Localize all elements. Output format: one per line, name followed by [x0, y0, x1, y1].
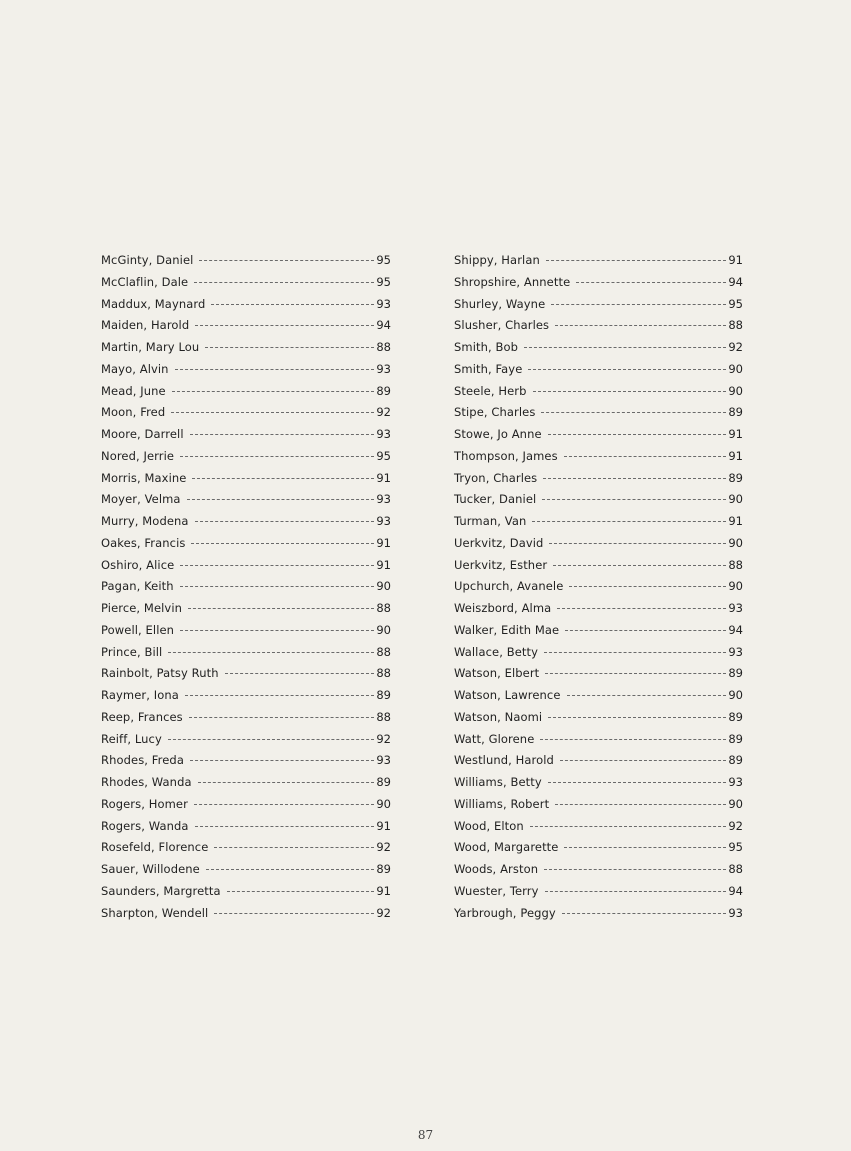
entry-name: Martin, Mary Lou [101, 340, 200, 354]
dotted-leader [544, 652, 726, 653]
page-number: 87 [417, 1128, 434, 1142]
entry-score: 93 [376, 296, 391, 311]
roster-entry [454, 750, 743, 772]
dotted-leader [532, 521, 726, 522]
dotted-leader [195, 826, 375, 827]
entry-name: Thompson, James [454, 448, 558, 463]
roster-entry [101, 642, 391, 664]
roster-entry [101, 511, 391, 533]
dotted-leader [551, 304, 726, 305]
roster-entry [454, 337, 743, 359]
dotted-leader [524, 347, 726, 348]
roster-entry [454, 424, 743, 446]
roster-entry [454, 816, 743, 838]
roster-entry [101, 337, 391, 359]
dotted-leader [576, 282, 726, 283]
entry-name: Slusher, Charles [454, 318, 550, 333]
dotted-leader [557, 608, 726, 609]
dotted-leader [542, 499, 726, 500]
entry-score: 88 [728, 557, 743, 572]
entry-name: Watson, Lawrence [454, 688, 561, 702]
entry-score: 89 [728, 709, 743, 724]
entry-name: Rogers, Wanda [101, 818, 189, 833]
entry-name: Moyer, Velma [101, 492, 181, 507]
roster-entry [454, 707, 743, 729]
dotted-leader [206, 869, 375, 870]
entry-name: Smith, Bob [454, 340, 519, 354]
entry-name: Tryon, Charles [454, 470, 538, 485]
roster-entry [454, 903, 743, 925]
roster-entry [454, 642, 743, 664]
entry-name: Turman, Van [454, 514, 527, 528]
entry-name: Oshiro, Alice [101, 557, 175, 572]
dotted-leader [548, 782, 727, 783]
roster-entry [101, 533, 391, 555]
dotted-leader [545, 673, 726, 674]
entry-name: Moore, Darrell [101, 427, 184, 441]
entry-score: 95 [728, 840, 743, 855]
dotted-leader [191, 543, 374, 544]
entry-name: Uerkvitz, Esther [454, 557, 548, 572]
dotted-leader [227, 891, 375, 892]
dotted-leader [549, 543, 726, 544]
entry-score: 91 [728, 514, 743, 528]
entry-name: Steele, Herb [454, 383, 527, 398]
entry-name: Raymer, Iona [101, 688, 179, 702]
roster-entry [454, 881, 743, 903]
roster-entry [101, 772, 391, 794]
entry-name: Moon, Fred [101, 405, 166, 420]
roster-entry [101, 381, 391, 403]
entry-name: Rosefeld, Florence [101, 840, 209, 855]
roster-entry [101, 489, 391, 511]
entry-name: Woods, Arston [454, 862, 539, 876]
entry-name: Wood, Elton [454, 818, 524, 833]
entry-score: 89 [376, 383, 391, 398]
dotted-leader [190, 760, 374, 761]
entry-name: Watt, Glorene [454, 731, 535, 746]
entry-name: Smith, Faye [454, 361, 523, 376]
dotted-leader [214, 847, 374, 848]
entry-score: 91 [376, 535, 391, 550]
entry-name: Shurley, Wayne [454, 296, 546, 311]
entry-score: 95 [376, 448, 391, 463]
entry-score: 93 [376, 427, 391, 441]
roster-entry [101, 859, 391, 881]
dotted-leader [548, 717, 726, 718]
dotted-leader [192, 478, 374, 479]
roster-entry [101, 881, 391, 903]
dotted-leader [175, 369, 375, 370]
dotted-leader [530, 826, 727, 827]
dotted-leader [564, 847, 726, 848]
roster-entry [454, 598, 743, 620]
roster-entry [101, 598, 391, 620]
entry-score: 93 [728, 905, 743, 920]
entry-score: 89 [376, 862, 391, 876]
entry-score: 92 [376, 840, 391, 855]
entry-score: 89 [728, 666, 743, 681]
entry-name: Wood, Margarette [454, 840, 559, 855]
roster-entry [101, 315, 391, 337]
roster-entry [454, 729, 743, 751]
dotted-leader [562, 913, 727, 914]
entry-score: 89 [376, 688, 391, 702]
entry-score: 90 [728, 361, 743, 376]
dotted-leader [543, 478, 726, 479]
dotted-leader [187, 499, 375, 500]
entry-name: Williams, Betty [454, 775, 542, 789]
entry-name: Pagan, Keith [101, 579, 174, 594]
entry-name: Maddux, Maynard [101, 296, 206, 311]
entry-score: 93 [728, 644, 743, 659]
entry-name: Oakes, Francis [101, 535, 186, 550]
entry-score: 88 [728, 318, 743, 333]
entry-score: 88 [728, 862, 743, 876]
entry-name: Maiden, Harold [101, 318, 190, 333]
roster-entry [454, 555, 743, 577]
entry-name: Westlund, Harold [454, 753, 554, 768]
dotted-leader [564, 456, 727, 457]
dotted-leader [189, 717, 375, 718]
roster-entry [454, 533, 743, 555]
roster-entry [454, 620, 743, 642]
dotted-leader [211, 304, 374, 305]
entry-name: Shropshire, Annette [454, 274, 571, 289]
dotted-leader [168, 652, 374, 653]
entry-score: 93 [376, 753, 391, 768]
roster-entry [101, 620, 391, 642]
roster-entry [101, 446, 391, 468]
entry-score: 94 [728, 274, 743, 289]
entry-name: Walker, Edith Mae [454, 622, 560, 637]
entry-score: 91 [728, 253, 743, 267]
entry-name: Mead, June [101, 383, 166, 398]
entry-name: McClaflin, Dale [101, 274, 189, 289]
entry-score: 89 [728, 405, 743, 420]
entry-score: 88 [376, 666, 391, 681]
entry-name: Murry, Modena [101, 514, 189, 528]
entry-name: Prince, Bill [101, 644, 163, 659]
dotted-leader [555, 804, 726, 805]
roster-entry [101, 402, 391, 424]
entry-score: 91 [376, 470, 391, 485]
dotted-leader [171, 412, 374, 413]
entry-score: 93 [376, 361, 391, 376]
roster-entry [101, 750, 391, 772]
roster-column-right [454, 250, 743, 924]
entry-score: 95 [376, 253, 391, 267]
entry-score: 89 [728, 753, 743, 768]
roster-entry [454, 359, 743, 381]
roster-entry [101, 707, 391, 729]
entry-name: Reep, Frances [101, 709, 183, 724]
roster-entry [101, 837, 391, 859]
entry-score: 89 [376, 775, 391, 789]
entry-score: 90 [728, 579, 743, 594]
entry-name: Rogers, Homer [101, 796, 188, 811]
dotted-leader [565, 630, 726, 631]
entry-score: 88 [376, 340, 391, 354]
entry-name: Rainbolt, Patsy Ruth [101, 666, 219, 681]
roster-entry [454, 381, 743, 403]
entry-score: 88 [376, 709, 391, 724]
entry-score: 90 [376, 796, 391, 811]
roster-entry [101, 794, 391, 816]
dotted-leader [541, 412, 726, 413]
roster-entry [101, 903, 391, 925]
dotted-leader [546, 260, 727, 261]
dotted-leader [195, 521, 375, 522]
dotted-leader [533, 391, 727, 392]
roster-entry [101, 663, 391, 685]
entry-name: Upchurch, Avanele [454, 579, 564, 594]
roster-entry [101, 294, 391, 316]
entry-name: Shippy, Harlan [454, 253, 540, 267]
entry-score: 88 [376, 644, 391, 659]
dotted-leader [180, 630, 374, 631]
roster-entry [454, 663, 743, 685]
roster-entry [454, 315, 743, 337]
dotted-leader [172, 391, 375, 392]
roster-entry [101, 250, 391, 272]
entry-score: 88 [376, 601, 391, 615]
entry-score: 94 [728, 883, 743, 898]
entry-score: 90 [728, 535, 743, 550]
entry-score: 91 [376, 818, 391, 833]
entry-name: Pierce, Melvin [101, 601, 183, 615]
roster-entry [454, 272, 743, 294]
entry-score: 92 [376, 905, 391, 920]
entry-score: 92 [376, 731, 391, 746]
roster-entry [454, 837, 743, 859]
entry-score: 90 [376, 622, 391, 637]
dotted-leader [569, 586, 726, 587]
roster-entry [101, 555, 391, 577]
entry-score: 90 [728, 383, 743, 398]
dotted-leader [180, 586, 375, 587]
roster-entry [101, 468, 391, 490]
entry-score: 91 [376, 557, 391, 572]
entry-name: Uerkvitz, David [454, 535, 544, 550]
entry-name: Nored, Jerrie [101, 448, 175, 463]
roster-entry [454, 468, 743, 490]
dotted-leader [185, 695, 374, 696]
roster-entry [454, 685, 743, 707]
entry-name: Watson, Naomi [454, 709, 543, 724]
entry-score: 89 [728, 470, 743, 485]
dotted-leader [567, 695, 727, 696]
dotted-leader [180, 565, 374, 566]
entry-name: Wuester, Terry [454, 883, 539, 898]
dotted-leader [180, 456, 374, 457]
roster-entry [454, 772, 743, 794]
entry-score: 92 [376, 405, 391, 420]
entry-score: 93 [376, 514, 391, 528]
entry-score: 94 [728, 622, 743, 637]
dotted-leader [548, 434, 727, 435]
dotted-leader [190, 434, 375, 435]
entry-name: Weiszbord, Alma [454, 601, 552, 615]
dotted-leader [528, 369, 726, 370]
entry-score: 90 [376, 579, 391, 594]
entry-score: 91 [728, 427, 743, 441]
roster-entry [454, 294, 743, 316]
dotted-leader [199, 260, 374, 261]
entry-score: 95 [728, 296, 743, 311]
dotted-leader [544, 869, 726, 870]
entry-name: Stipe, Charles [454, 405, 536, 420]
roster-entry [454, 576, 743, 598]
entry-name: Williams, Robert [454, 796, 550, 811]
dotted-leader [214, 913, 374, 914]
entry-name: Rhodes, Freda [101, 753, 184, 768]
dotted-leader [168, 739, 374, 740]
entry-name: Stowe, Jo Anne [454, 427, 542, 441]
dotted-leader [194, 282, 374, 283]
roster-entry [454, 402, 743, 424]
roster-entry [454, 250, 743, 272]
entry-score: 91 [728, 448, 743, 463]
dotted-leader [195, 325, 374, 326]
entry-name: Powell, Ellen [101, 622, 175, 637]
roster-entry [454, 511, 743, 533]
roster-entry [101, 359, 391, 381]
roster-entry [101, 272, 391, 294]
roster-entry [101, 729, 391, 751]
entry-name: McGinty, Daniel [101, 253, 194, 267]
entry-score: 95 [376, 274, 391, 289]
dotted-leader [540, 739, 726, 740]
entry-name: Wallace, Betty [454, 644, 539, 659]
entry-score: 92 [728, 818, 743, 833]
dotted-leader [560, 760, 726, 761]
entry-score: 89 [728, 731, 743, 746]
dotted-leader [198, 782, 375, 783]
entry-score: 94 [376, 318, 391, 333]
entry-name: Rhodes, Wanda [101, 775, 192, 789]
roster-entry [454, 859, 743, 881]
entry-name: Yarbrough, Peggy [454, 905, 556, 920]
entry-score: 93 [376, 492, 391, 507]
dotted-leader [205, 347, 374, 348]
dotted-leader [194, 804, 374, 805]
entry-name: Mayo, Alvin [101, 361, 169, 376]
roster-entry [101, 424, 391, 446]
entry-name: Morris, Maxine [101, 470, 187, 485]
entry-score: 92 [728, 340, 743, 354]
dotted-leader [555, 325, 726, 326]
roster-entry [454, 794, 743, 816]
dotted-leader [553, 565, 726, 566]
roster-entry [101, 576, 391, 598]
entry-name: Saunders, Margretta [101, 883, 221, 898]
entry-score: 90 [728, 796, 743, 811]
roster-entry [101, 685, 391, 707]
dotted-leader [545, 891, 727, 892]
entry-name: Sauer, Willodene [101, 862, 200, 876]
entry-name: Watson, Elbert [454, 666, 540, 681]
roster-entry [454, 446, 743, 468]
entry-score: 90 [728, 492, 743, 507]
dotted-leader [225, 673, 375, 674]
roster-entry [101, 816, 391, 838]
entry-name: Tucker, Daniel [454, 492, 537, 507]
entry-name: Reiff, Lucy [101, 731, 162, 746]
entry-score: 93 [728, 601, 743, 615]
roster-column-left [101, 250, 391, 924]
dotted-leader [188, 608, 374, 609]
entry-score: 93 [728, 775, 743, 789]
roster-entry [454, 489, 743, 511]
entry-name: Sharpton, Wendell [101, 905, 209, 920]
entry-score: 90 [728, 688, 743, 702]
entry-score: 91 [376, 883, 391, 898]
